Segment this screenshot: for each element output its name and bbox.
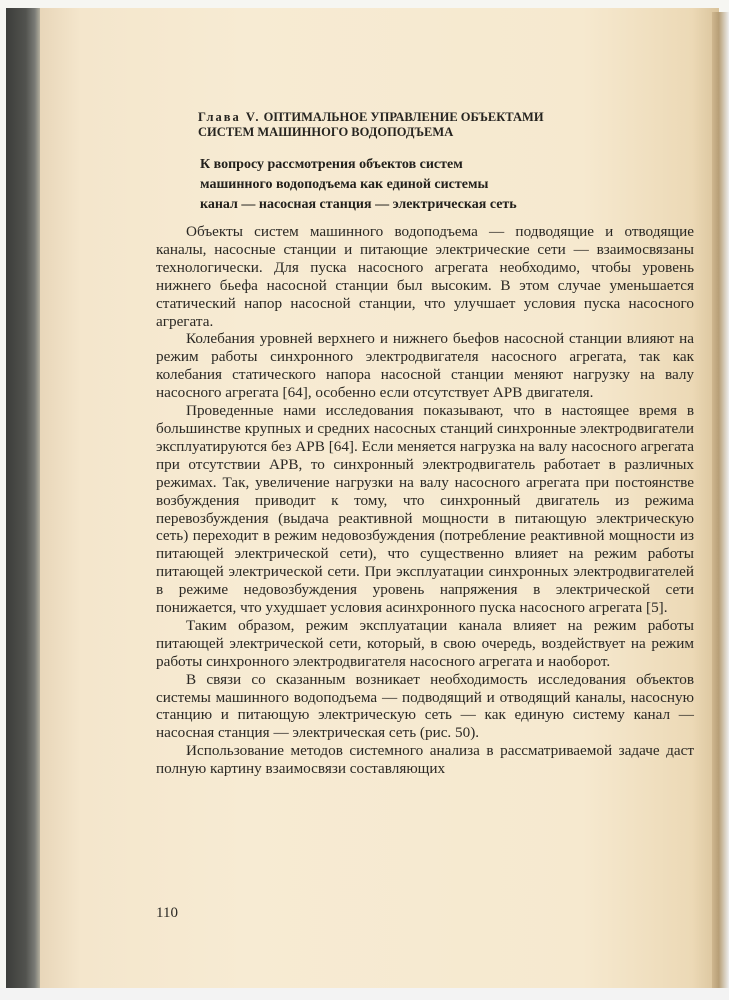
chapter-label: Глава V. [198, 110, 261, 124]
chapter-title: ОПТИМАЛЬНОЕ УПРАВЛЕНИЕ ОБЪЕКТАМИ СИСТЕМ МАШИННОГО ВОДОПОДЪЕМА [198, 110, 544, 139]
paragraph: Объекты систем машинного водоподъема — подводящие и отводящие каналы, насосные станции и питающие электрические сети — взаимосвязаны технологически. Для пуска насосного агрегата необходимо, чтобы уровень нижнего бьефа насосной станции был высоким. В этом случае уменьшается статический напор насосной станции, что улучшает условия пуска насосного агрегата. [156, 223, 694, 330]
paragraph: Колебания уровней верхнего и нижнего бьефов насосной станции влияют на режим работы синхронного электродвигателя насосного агрегата, так как колебания статического напора насосной станции меняют нагрузку на валу насосного агрегата [64], особенно если отсутствует АРВ двигателя. [156, 330, 694, 402]
scanner-margin [0, 988, 729, 1000]
paragraph: Таким образом, режим эксплуатации канала влияет на режим работы питающей электрической сети, который, в свою очередь, воздействует на режим работы синхронного электродвигателя насосного агрегата и наоборот. [156, 616, 694, 670]
section-title: К вопросу рассмотрения объектов систем машинного водоподъема как единой системы канал — насосная станция — электрическая сеть [200, 157, 517, 212]
page-number: 110 [156, 905, 178, 921]
paragraph: В связи со сказанным возникает необходимость исследования объектов системы машинного водоподъема — подводящий и отводящий каналы, насосную станцию и питающую электрическую сеть — как единую систему канал — насосная станция — электрическая сеть (рис. 50). [156, 670, 694, 742]
page-edge-shadow [712, 12, 729, 988]
paragraph: Проведенные нами исследования показывают, что в настоящее время в большинстве крупных и средних насосных станций синхронные электродвигатели эксплуатируются без АРВ [64]. Если меняется нагрузка на валу насосного агрегата при отсутствии АРВ, то синхронный электродвигатель работает в различных режимах. Так, увеличение нагрузки на валу насосного агрегата при постоянстве возбуждения приводит к тому, что синхронный двигатель из режима перевозбуждения (выдача реактивной мощности в питающую электрическую сеть) переходит в режим недовозбуждения (потребление реактивной мощности из питающей электрической сети), что существенно влияет на режим работы питающей электрической сети. При эксплуатации синхронных электродвигателей в режиме недовозбуждения уровень напряжения в электрической сети понижается, что ухудшает условия асинхронного пуска насосного агрегата [5]. [156, 402, 694, 617]
paragraph: Использование методов системного анализа в рассматриваемой задаче даст полную картину взаимосвязи составляющих [156, 742, 694, 778]
chapter-heading [198, 110, 628, 140]
body-text [156, 223, 694, 778]
book-spine-shadow [6, 8, 42, 992]
